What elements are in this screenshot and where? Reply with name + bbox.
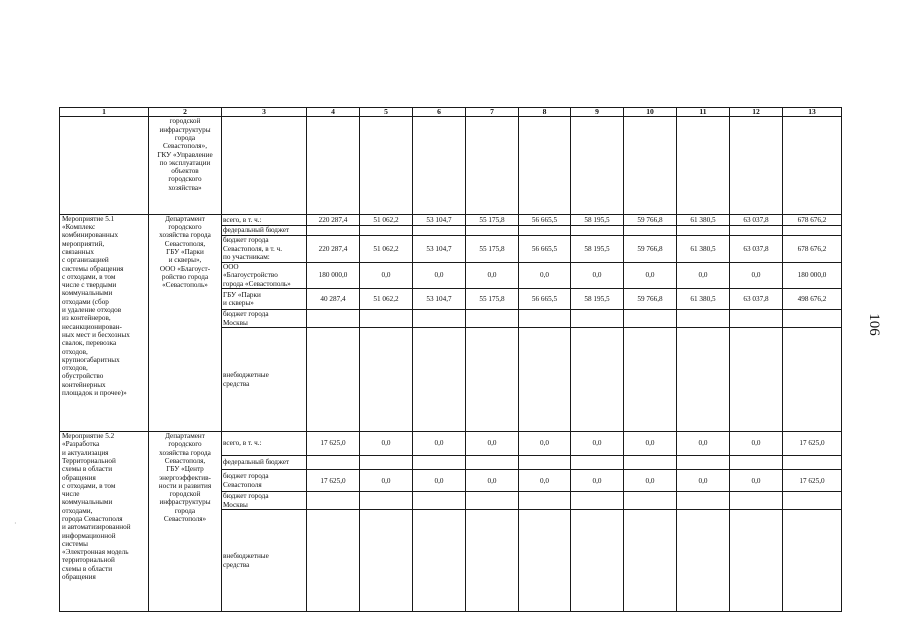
value-cell: 51 062,2 — [360, 235, 413, 262]
value-cell: 17 625,0 — [307, 432, 360, 456]
value-cell: 180 000,0 — [307, 262, 360, 289]
column-header: 1 — [60, 108, 149, 117]
value-cell: 55 175,8 — [466, 214, 519, 225]
empty-cell — [413, 117, 466, 214]
value-cell — [360, 226, 413, 236]
value-cell — [360, 455, 413, 470]
funding-source-cell — [222, 289, 307, 310]
value-cell — [677, 226, 730, 236]
value-cell — [413, 492, 466, 510]
value-cell — [519, 455, 571, 470]
value-cell — [360, 310, 413, 328]
value-cell: 0,0 — [466, 432, 519, 456]
column-header: 4 — [307, 108, 360, 117]
measure-cell — [60, 214, 149, 431]
column-header: 6 — [413, 108, 466, 117]
value-cell: 0,0 — [730, 262, 783, 289]
value-cell — [730, 226, 783, 236]
funding-source-cell-text: бюджет города Москвы — [223, 310, 269, 327]
value-cell — [783, 328, 842, 432]
value-cell: 0,0 — [519, 470, 571, 492]
value-cell — [466, 328, 519, 432]
value-cell — [730, 328, 783, 432]
value-cell — [571, 328, 624, 432]
value-cell — [307, 310, 360, 328]
value-cell — [413, 310, 466, 328]
empty-cell — [624, 117, 677, 214]
empty-cell — [571, 117, 624, 214]
value-cell — [677, 510, 730, 612]
header-row — [60, 108, 842, 117]
value-cell: 220 287,4 — [307, 235, 360, 262]
value-cell — [466, 226, 519, 236]
funding-source-cell — [222, 470, 307, 492]
value-cell — [307, 226, 360, 236]
funding-source-cell-text: внебюджетные средства — [223, 371, 269, 388]
funding-source-cell-text: ГБУ «Парки и скверы» — [223, 290, 261, 308]
value-cell: 0,0 — [413, 470, 466, 492]
measure-cell-text: Мероприятие 5.2 «Разработка и актуализация Территориальной схемы в области обращения с отходами, в том числе коммунальными отходами, города Севастополя и автоматизированной информационной системы «Электронная модель территориальной схемы в области обращения — [62, 432, 131, 582]
funding-source-cell-text: бюджет города Севастополя — [223, 472, 269, 489]
value-cell — [307, 510, 360, 612]
value-cell: 498 676,2 — [783, 289, 842, 310]
value-cell: 53 104,7 — [413, 214, 466, 225]
value-cell — [360, 492, 413, 510]
column-header: 9 — [571, 108, 624, 117]
executor-cell-text: городской инфраструктуры города Севастополя», ГКУ «Управление по эксплуатации объектов городского хозяйства» — [157, 117, 213, 192]
value-cell — [677, 328, 730, 432]
value-cell: 53 104,7 — [413, 289, 466, 310]
funding-source-cell — [222, 510, 307, 612]
value-cell — [571, 226, 624, 236]
funding-source-cell-text: бюджет города Москвы — [223, 492, 269, 509]
value-cell: 0,0 — [466, 470, 519, 492]
value-cell: 0,0 — [730, 432, 783, 456]
measure-cell — [60, 432, 149, 612]
value-cell — [730, 492, 783, 510]
value-cell: 59 766,8 — [624, 235, 677, 262]
budget-table — [59, 107, 842, 612]
funding-row — [60, 214, 842, 225]
value-cell — [624, 455, 677, 470]
funding-source-cell-text: ООО «Благоустройство города «Севастополь» — [223, 263, 291, 288]
empty-cell — [677, 117, 730, 214]
column-header: 12 — [730, 108, 783, 117]
value-cell: 51 062,2 — [360, 214, 413, 225]
value-cell: 0,0 — [413, 262, 466, 289]
executor-cell — [149, 117, 222, 214]
column-header: 8 — [519, 108, 571, 117]
value-cell — [466, 510, 519, 612]
value-cell — [360, 510, 413, 612]
value-cell — [413, 510, 466, 612]
value-cell — [466, 492, 519, 510]
value-cell — [730, 310, 783, 328]
value-cell: 0,0 — [677, 470, 730, 492]
value-cell: 58 195,5 — [571, 214, 624, 225]
page-number: 106 — [865, 313, 882, 336]
funding-source-cell-text: внебюджетные средства — [223, 552, 269, 569]
funding-row — [60, 432, 842, 456]
value-cell: 220 287,4 — [307, 214, 360, 225]
measure-cell-text: Мероприятие 5.1 «Комплекс комбинированных мероприятий, связанных с организацией системы обращения с отходами, в том числе с твердыми коммунальными отходами (сбор и удаление отходов из контейнеров, несанкционирован- ных мест и бесхозных свалок, перевозка отходов, крупногабаритных отходов, обустройство контейнерных площадок и прочее)» — [62, 214, 130, 397]
value-cell — [783, 226, 842, 236]
funding-source-cell — [222, 214, 307, 225]
value-cell — [360, 328, 413, 432]
value-cell — [519, 310, 571, 328]
funding-source-cell — [222, 455, 307, 470]
value-cell — [307, 455, 360, 470]
empty-cell — [360, 117, 413, 214]
value-cell: 0,0 — [519, 432, 571, 456]
value-cell: 0,0 — [360, 432, 413, 456]
column-header: 5 — [360, 108, 413, 117]
value-cell: 17 625,0 — [783, 432, 842, 456]
value-cell — [571, 510, 624, 612]
value-cell — [677, 310, 730, 328]
value-cell: 0,0 — [730, 470, 783, 492]
value-cell: 63 037,8 — [730, 289, 783, 310]
executor-cell-text: Департамент городского хозяйства города Севастополя, ГБУ «Центр энергоэффектив- ности и развития городской инфраструктуры города Севастополя» — [158, 432, 212, 523]
value-cell: 0,0 — [571, 262, 624, 289]
value-cell: 58 195,5 — [571, 235, 624, 262]
funding-source-cell — [222, 432, 307, 456]
empty-cell — [307, 117, 360, 214]
value-cell — [307, 328, 360, 432]
column-header: 13 — [783, 108, 842, 117]
value-cell — [571, 492, 624, 510]
value-cell — [624, 310, 677, 328]
value-cell — [624, 328, 677, 432]
value-cell — [519, 328, 571, 432]
value-cell: 56 665,5 — [519, 289, 571, 310]
value-cell: 0,0 — [466, 262, 519, 289]
value-cell: 0,0 — [360, 262, 413, 289]
value-cell: 59 766,8 — [624, 214, 677, 225]
value-cell — [730, 455, 783, 470]
scan-mark: · — [14, 519, 17, 528]
value-cell: 17 625,0 — [783, 470, 842, 492]
column-header: 2 — [149, 108, 222, 117]
executor-cell — [149, 432, 222, 612]
value-cell: 56 665,5 — [519, 214, 571, 225]
value-cell: 61 380,5 — [677, 235, 730, 262]
empty-cell — [783, 117, 842, 214]
empty-cell — [730, 117, 783, 214]
value-cell: 0,0 — [624, 470, 677, 492]
value-cell: 61 380,5 — [677, 289, 730, 310]
value-cell — [783, 310, 842, 328]
value-cell — [519, 226, 571, 236]
value-cell: 59 766,8 — [624, 289, 677, 310]
value-cell: 55 175,8 — [466, 289, 519, 310]
value-cell: 678 676,2 — [783, 235, 842, 262]
value-cell — [624, 510, 677, 612]
empty-cell — [519, 117, 571, 214]
value-cell — [677, 492, 730, 510]
value-cell: 61 380,5 — [677, 214, 730, 225]
value-cell: 0,0 — [413, 432, 466, 456]
funding-source-cell-text: бюджет города Севастополя, в т. ч. по участникам: — [223, 236, 283, 261]
value-cell: 17 625,0 — [307, 470, 360, 492]
value-cell — [466, 455, 519, 470]
value-cell: 0,0 — [571, 470, 624, 492]
funding-source-cell — [222, 328, 307, 432]
funding-source-cell — [222, 226, 307, 236]
funding-source-cell — [222, 235, 307, 262]
funding-source-cell — [222, 492, 307, 510]
value-cell — [677, 455, 730, 470]
value-cell: 0,0 — [519, 262, 571, 289]
value-cell — [624, 492, 677, 510]
funding-source-cell-text: всего, в т. ч.: — [223, 215, 262, 224]
value-cell: 0,0 — [677, 262, 730, 289]
value-cell — [624, 226, 677, 236]
value-cell — [466, 310, 519, 328]
executor-cell — [149, 214, 222, 431]
value-cell — [571, 310, 624, 328]
empty-cell — [222, 117, 307, 214]
value-cell: 56 665,5 — [519, 235, 571, 262]
continuation-row — [60, 117, 842, 214]
funding-source-cell-text: федеральный бюджет — [223, 458, 290, 467]
value-cell: 0,0 — [677, 432, 730, 456]
value-cell: 0,0 — [624, 432, 677, 456]
value-cell: 53 104,7 — [413, 235, 466, 262]
value-cell: 0,0 — [571, 432, 624, 456]
column-header: 11 — [677, 108, 730, 117]
funding-source-cell — [222, 262, 307, 289]
value-cell — [730, 510, 783, 612]
measure-cell — [60, 117, 149, 214]
column-header: 3 — [222, 108, 307, 117]
value-cell: 0,0 — [624, 262, 677, 289]
executor-cell-text: Департамент городского хозяйства города Севастополя, ГБУ «Парки и скверы», ООО «Благоуст- ройство города «Севастополь» — [159, 214, 211, 290]
value-cell — [783, 455, 842, 470]
value-cell: 180 000,0 — [783, 262, 842, 289]
value-cell — [571, 455, 624, 470]
value-cell — [413, 328, 466, 432]
value-cell: 51 062,2 — [360, 289, 413, 310]
funding-source-cell — [222, 310, 307, 328]
value-cell — [413, 455, 466, 470]
value-cell: 55 175,8 — [466, 235, 519, 262]
funding-source-cell-text: федеральный бюджет — [223, 226, 290, 235]
column-header: 7 — [466, 108, 519, 117]
value-cell — [519, 510, 571, 612]
value-cell — [783, 510, 842, 612]
value-cell: 40 287,4 — [307, 289, 360, 310]
value-cell: 58 195,5 — [571, 289, 624, 310]
value-cell: 678 676,2 — [783, 214, 842, 225]
value-cell: 63 037,8 — [730, 214, 783, 225]
empty-cell — [466, 117, 519, 214]
value-cell — [413, 226, 466, 236]
funding-source-cell-text: всего, в т. ч.: — [223, 439, 262, 448]
value-cell — [519, 492, 571, 510]
value-cell — [307, 492, 360, 510]
value-cell: 63 037,8 — [730, 235, 783, 262]
value-cell — [783, 492, 842, 510]
value-cell: 0,0 — [360, 470, 413, 492]
column-header: 10 — [624, 108, 677, 117]
